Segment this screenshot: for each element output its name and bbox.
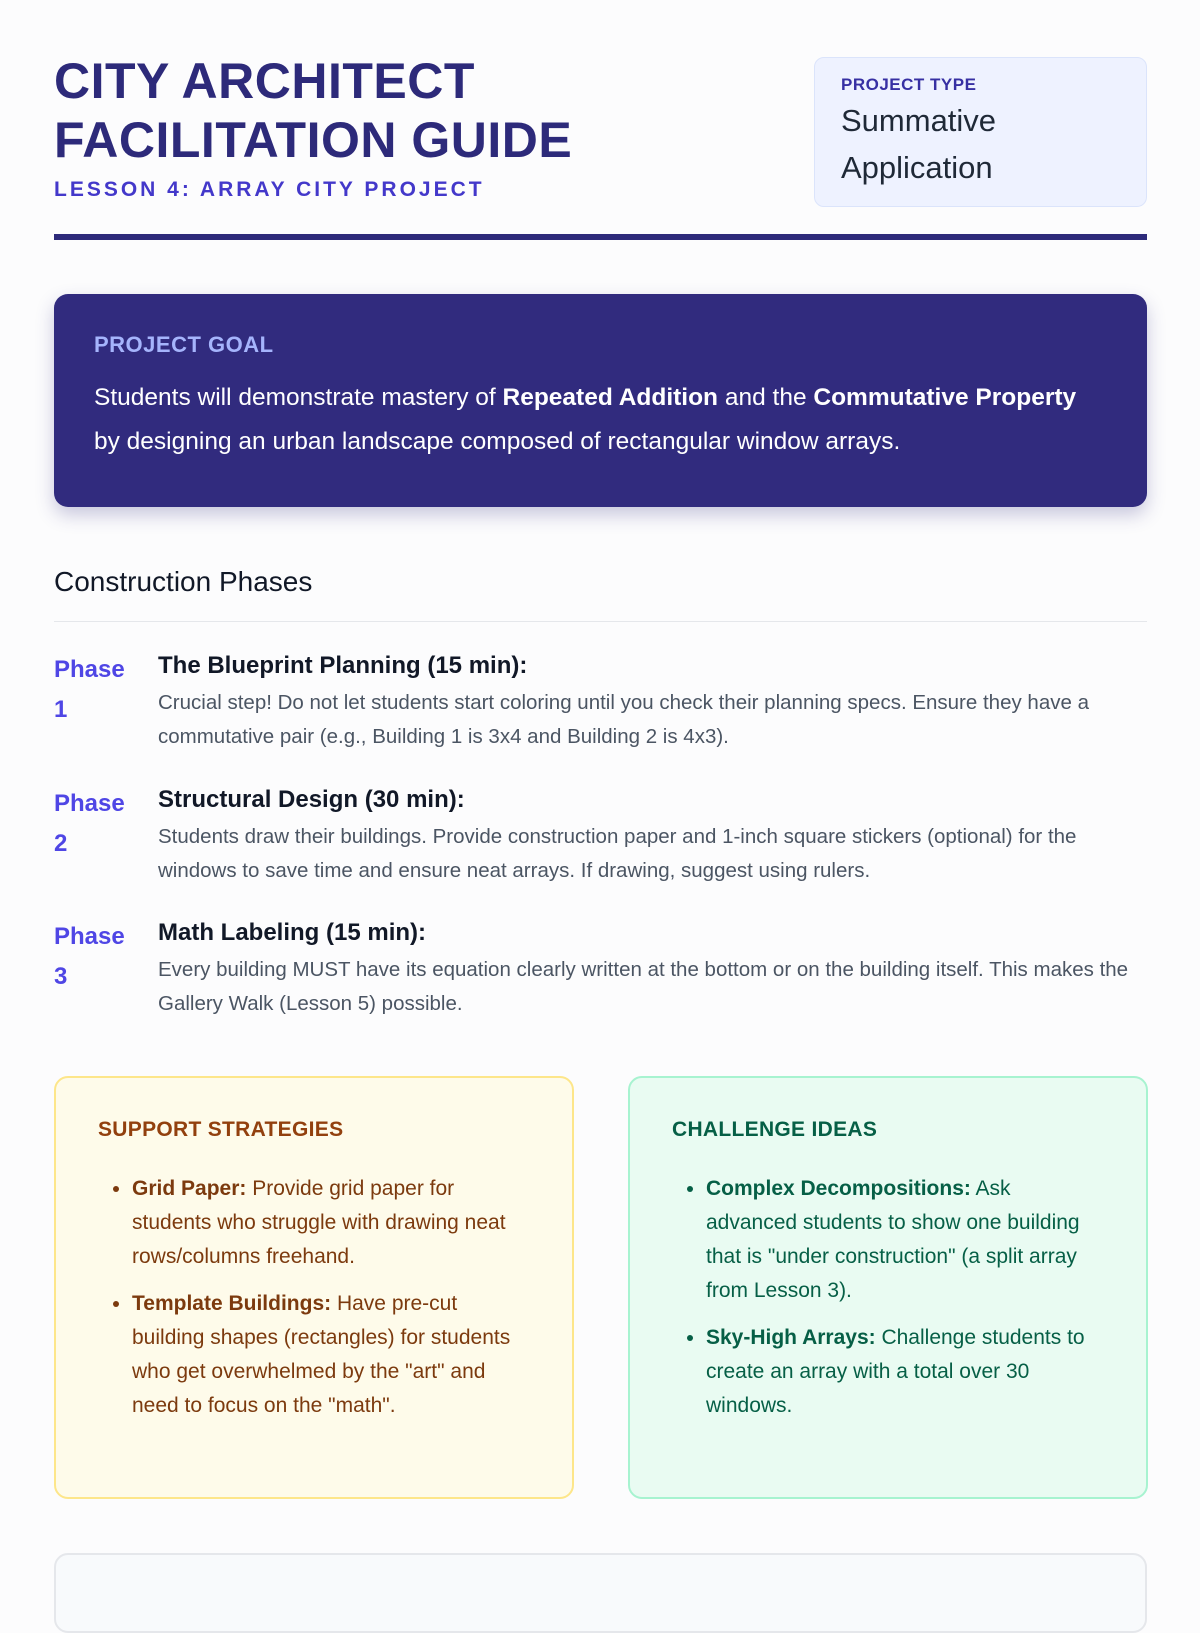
phase-title: The Blueprint Planning (15 min): bbox=[158, 652, 528, 679]
construction-phases-heading: Construction Phases bbox=[54, 566, 313, 597]
header-divider bbox=[54, 234, 1147, 240]
list-item-text: Challenge students to create an array with a total over 30 windows. bbox=[706, 1326, 1085, 1417]
goal-text-part-2: and the bbox=[718, 384, 814, 411]
phase-number-value: 2 bbox=[54, 830, 68, 857]
title-line-1: CITY ARCHITECT bbox=[54, 53, 475, 109]
project-goal-card bbox=[54, 294, 1147, 507]
challenge-ideas-list bbox=[672, 1172, 1104, 1423]
list-item bbox=[132, 1287, 530, 1423]
project-goal-label: PROJECT GOAL bbox=[94, 332, 274, 357]
phase-number-label: Phase bbox=[54, 923, 125, 950]
header bbox=[54, 0, 1147, 240]
phase-number-value: 1 bbox=[54, 696, 68, 723]
phase-description: Students draw their buildings. Provide construction paper and 1-inch square stickers (optional) for the windows to save time and ensure neat arrays. If drawing, suggest using rulers. bbox=[158, 825, 1077, 882]
phase-body bbox=[158, 650, 1148, 754]
title-line-2: FACILITATION GUIDE bbox=[54, 112, 573, 168]
goal-bold-commutative-property: Commutative Property bbox=[813, 384, 1077, 411]
challenge-ideas-title: CHALLENGE IDEAS bbox=[672, 1118, 878, 1141]
project-type-value bbox=[841, 97, 1120, 191]
phase-description: Crucial step! Do not let students start coloring until you check their planning specs. Ensure they have a commutative pair (e.g., Building 1 is 3x4 and Building 2 is 4x3). bbox=[158, 691, 1089, 748]
list-item bbox=[132, 1172, 530, 1274]
phase-number-value: 3 bbox=[54, 963, 68, 990]
phase-number bbox=[54, 917, 144, 997]
phase-body bbox=[158, 917, 1148, 1021]
support-strategies-list bbox=[98, 1172, 530, 1423]
list-item-term: Grid Paper: bbox=[132, 1177, 247, 1200]
project-type-line-2: Application bbox=[841, 150, 993, 185]
list-item-text: Ask advanced students to show one building that is "under construction" (a split array from Lesson 3). bbox=[706, 1177, 1080, 1302]
phase-description: Every building MUST have its equation clearly written at the bottom or on the building itself. This makes the Gallery Walk (Lesson 5) possible. bbox=[158, 958, 1129, 1015]
guide-page bbox=[54, 0, 1147, 1417]
phases-divider bbox=[54, 621, 1147, 622]
project-goal-text bbox=[94, 376, 1107, 464]
lesson-subtitle: LESSON 4: ARRAY CITY PROJECT bbox=[54, 178, 485, 201]
project-type-label: PROJECT TYPE bbox=[841, 75, 977, 94]
project-type-line-1: Summative bbox=[841, 103, 997, 138]
list-item bbox=[706, 1172, 1104, 1308]
phase-title: Math Labeling (15 min): bbox=[158, 919, 427, 946]
support-strategies-title: SUPPORT STRATEGIES bbox=[98, 1118, 344, 1141]
title-block bbox=[54, 52, 572, 202]
goal-text-part-3: by designing an urban landscape composed of rectangular window arrays. bbox=[94, 428, 901, 455]
list-item-term: Sky-High Arrays: bbox=[706, 1326, 876, 1349]
list-item-term: Complex Decompositions: bbox=[706, 1177, 971, 1200]
page-title bbox=[54, 52, 572, 170]
goal-bold-repeated-addition: Repeated Addition bbox=[502, 384, 719, 411]
phase-number bbox=[54, 650, 144, 730]
goal-text-part-1: Students will demonstrate mastery of bbox=[94, 384, 503, 411]
phase-body bbox=[158, 784, 1148, 888]
project-type-box bbox=[814, 57, 1147, 207]
phase-number bbox=[54, 784, 144, 864]
list-item-term: Template Buildings: bbox=[132, 1292, 332, 1315]
list-item bbox=[706, 1321, 1104, 1423]
list-item-text: Have pre-cut building shapes (rectangles) for students who get overwhelmed by the "art" and need to focus on the "math". bbox=[132, 1292, 511, 1417]
phase-number-label: Phase bbox=[54, 790, 125, 817]
challenge-ideas-card bbox=[628, 1076, 1148, 1499]
support-strategies-card bbox=[54, 1076, 574, 1499]
phase-title: Structural Design (30 min): bbox=[158, 786, 465, 813]
phase-number-label: Phase bbox=[54, 656, 125, 683]
list-item-text: Provide grid paper for students who struggle with drawing neat rows/columns freehand. bbox=[132, 1177, 506, 1268]
next-section-card bbox=[54, 1553, 1147, 1633]
